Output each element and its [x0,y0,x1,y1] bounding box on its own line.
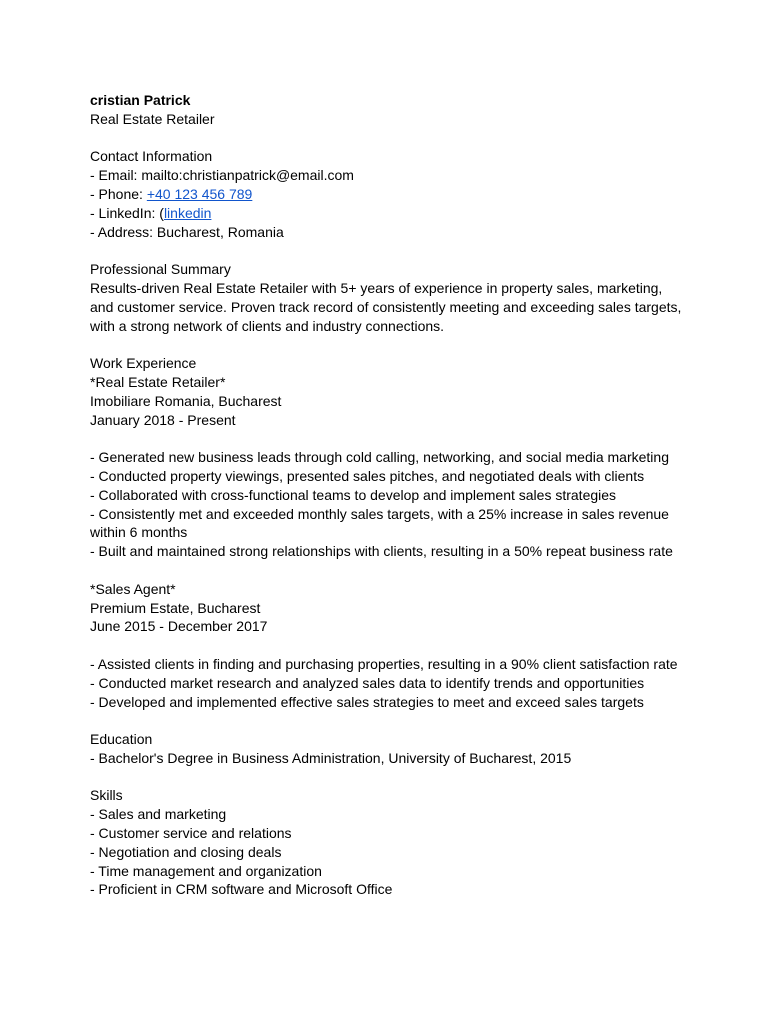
spacer [90,768,768,787]
job-bullet: - Generated new business leads through cold calling, networking, and social media marketing [90,449,669,466]
spacer [90,561,768,580]
job-bullet: within 6 months [90,524,188,541]
phone-label: - Phone: [90,185,147,202]
summary-line: and customer service. Proven track record of consistently meeting and exceeding sales targets, [90,298,682,315]
job-dates: June 2015 - December 2017 [90,618,268,635]
spacer [90,429,768,448]
summary-line: with a strong network of clients and industry connections. [90,317,445,334]
job-bullet: - Collaborated with cross-functional teams to develop and implement sales strategies [90,486,617,503]
spacer [90,335,768,354]
candidate-name: cristian Patrick [90,92,191,108]
job-bullet: - Built and maintained strong relationships with clients, resulting in a 50% repeat business rate [90,543,673,560]
summary-heading: Professional Summary [90,261,231,278]
contact-heading: Contact Information [90,148,213,165]
skill-item: - Negotiation and closing deals [90,843,282,860]
experience-heading: Work Experience [90,355,197,372]
job-company: Imobiliare Romania, Bucharest [90,392,282,409]
job-bullet: - Conducted market research and analyzed sales data to identify trends and opportunities [90,674,645,691]
job-bullet: - Consistently met and exceeded monthly sales targets, with a 25% increase in sales revenue [90,505,669,522]
contact-email: - Email: mailto:christianpatrick@email.com [90,167,354,184]
skill-item: - Sales and marketing [90,806,227,823]
candidate-title: Real Estate Retailer [90,110,215,127]
linkedin-label: - LinkedIn: ( [90,204,164,221]
spacer [90,711,768,730]
job-role: *Sales Agent* [90,580,176,597]
job-dates: January 2018 - Present [90,411,236,428]
spacer [90,636,768,655]
skill-item: - Customer service and relations [90,825,292,842]
summary-line: Results-driven Real Estate Retailer with 5+ years of experience in property sales, marketing, [90,279,663,296]
education-heading: Education [90,731,153,748]
job-role: *Real Estate Retailer* [90,373,226,390]
education-item: - Bachelor's Degree in Business Administration, University of Bucharest, 2015 [90,749,572,766]
contact-phone [90,185,768,204]
job-company: Premium Estate, Bucharest [90,599,261,616]
spacer [90,129,768,148]
job-bullet: - Assisted clients in finding and purchasing properties, resulting in a 90% client satisfaction rate [90,655,678,672]
contact-address: - Address: Bucharest, Romania [90,223,284,240]
skills-heading: Skills [90,787,123,804]
phone-link[interactable]: +40 123 456 789 [146,185,253,202]
job-bullet: - Conducted property viewings, presented sales pitches, and negotiated deals with clients [90,467,645,484]
contact-linkedin [90,204,768,223]
spacer [90,241,768,260]
linkedin-link[interactable]: linkedin [163,204,212,221]
job-bullet: - Developed and implemented effective sales strategies to meet and exceed sales targets [90,693,644,710]
skill-item: - Time management and organization [90,862,322,879]
skill-item: - Proficient in CRM software and Microsoft Office [90,881,393,898]
